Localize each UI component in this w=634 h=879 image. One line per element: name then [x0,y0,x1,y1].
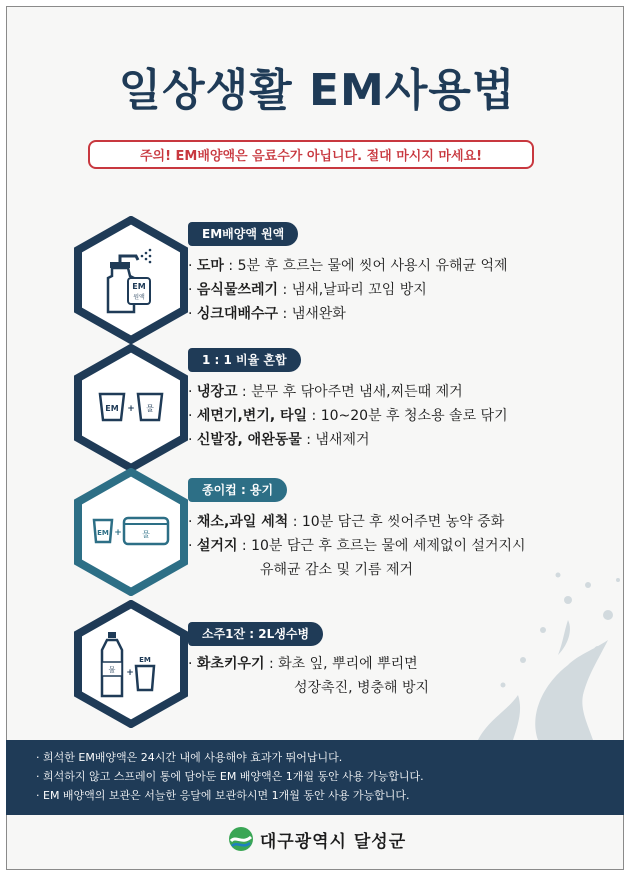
svg-text:+: + [114,528,122,538]
list-item-continuation: 유해균 감소 및 기름 제거 [260,562,414,578]
spray-bottle-icon [72,216,190,344]
section-heading: EM배양액 원액 [188,222,298,246]
warning-banner: 주의! EM배양액은 음료수가 아닙니다. 절대 마시지 마세요! [88,140,534,169]
glass-label: EM [139,656,151,664]
note-line: · EM 배양액의 보관은 서늘한 응달에 보관하시면 1개월 동안 사용 가능합니다. [36,789,410,802]
footer [0,826,634,856]
svg-text:EM: EM [132,282,146,291]
notes-panel [6,740,624,815]
footer-organization: 대구광역시 달성군 [259,831,407,852]
list-item: · 세면기,변기, 타일 : 10~20분 후 청소용 솔로 닦기 [188,408,508,424]
list-item: · 화초키우기 : 화초 잎, 뿌리에 뿌리면 [188,656,418,672]
cup-label: EM [105,404,119,413]
cup-label: 물 [146,404,154,413]
water-splash-image [418,560,628,740]
section-items [188,254,508,326]
dalseong-logo-icon [228,826,254,852]
section-items [188,652,429,700]
bottle-label: 물 [108,666,116,674]
section-heading: 소주1잔 : 2L생수병 [188,622,323,646]
list-item: · 채소,과일 세척 : 10분 담근 후 씻어주면 농약 중화 [188,514,505,530]
section-items [188,380,508,452]
list-item: · 신발장, 애완동물 : 냄새제거 [188,432,370,448]
list-item: · 음식물쓰레기 : 냄새,날파리 꼬임 방지 [188,282,427,298]
list-item-continuation: 성장촉진, 병충해 방지 [294,680,430,696]
note-line: · 희석하지 않고 스프레이 통에 담아둔 EM 배양액은 1개월 동안 사용 가능합니다. [36,770,424,783]
list-item: · 싱크대배수구 : 냄새완화 [188,306,346,322]
svg-text:원액: 원액 [133,294,145,301]
cup-label: EM [97,529,109,537]
page-title: 일상생활 EM사용법 [118,65,516,116]
two-cups-icon [72,344,190,472]
list-item: · 설거지 : 10분 담근 후 흐르는 물에 세제없이 설거지시 [188,538,526,554]
section-heading: 종이컵 : 용기 [188,478,287,502]
svg-text:+: + [126,668,134,678]
cup-and-container-icon [72,468,190,596]
svg-text:+: + [127,404,135,414]
list-item: · 냉장고 : 분무 후 닦아주면 냄새,찌든때 제거 [188,384,463,400]
section-heading: 1 : 1 비율 혼합 [188,348,301,372]
bottle-and-glass-icon [72,600,190,728]
cup-label: 물 [142,530,150,539]
list-item: · 도마 : 5분 후 흐르는 물에 씻어 사용시 유해균 억제 [188,258,508,274]
note-line: · 희석한 EM배양액은 24시간 내에 사용해야 효과가 뛰어납니다. [36,751,343,764]
